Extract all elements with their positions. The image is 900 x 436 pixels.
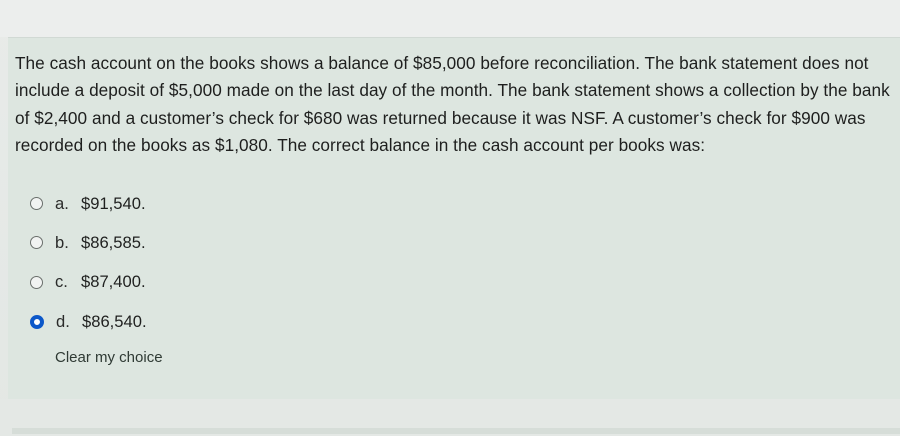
question-text: The cash account on the books shows a balance of $85,000 before reconciliation. The bank statement does not include a deposit of $5,000 made on the last day of the month. The bank statement shows a collection by the bank of $2,400 and a customer’s check for $680 was returned because it was NSF. A customer’s check for $900 was recorded on the books as $1,080. The correct balance in the cash account per books was: — [15, 53, 890, 155]
top-bar — [0, 0, 900, 37]
option-c-letter: c. — [55, 272, 68, 292]
option-c[interactable] — [30, 263, 430, 302]
bottom-divider — [12, 428, 900, 434]
option-d-value: $86,540. — [82, 311, 147, 331]
radio-option-a[interactable] — [30, 197, 43, 210]
answer-options — [30, 184, 430, 341]
option-b[interactable] — [30, 223, 430, 262]
option-c-value: $87,400. — [81, 272, 146, 292]
option-a-value: $91,540. — [81, 193, 146, 213]
option-a-letter: a. — [55, 193, 69, 213]
radio-option-c[interactable] — [30, 276, 43, 289]
option-b-value: $86,585. — [81, 232, 146, 252]
clear-choice-link[interactable]: Clear my choice — [55, 349, 163, 366]
option-a[interactable] — [30, 184, 430, 223]
option-b-letter: b. — [55, 232, 69, 252]
question-card — [8, 37, 900, 399]
radio-option-b[interactable] — [30, 236, 43, 249]
radio-option-d-selected[interactable] — [30, 315, 44, 329]
option-d-letter: d. — [56, 311, 70, 331]
option-d[interactable] — [30, 302, 430, 341]
